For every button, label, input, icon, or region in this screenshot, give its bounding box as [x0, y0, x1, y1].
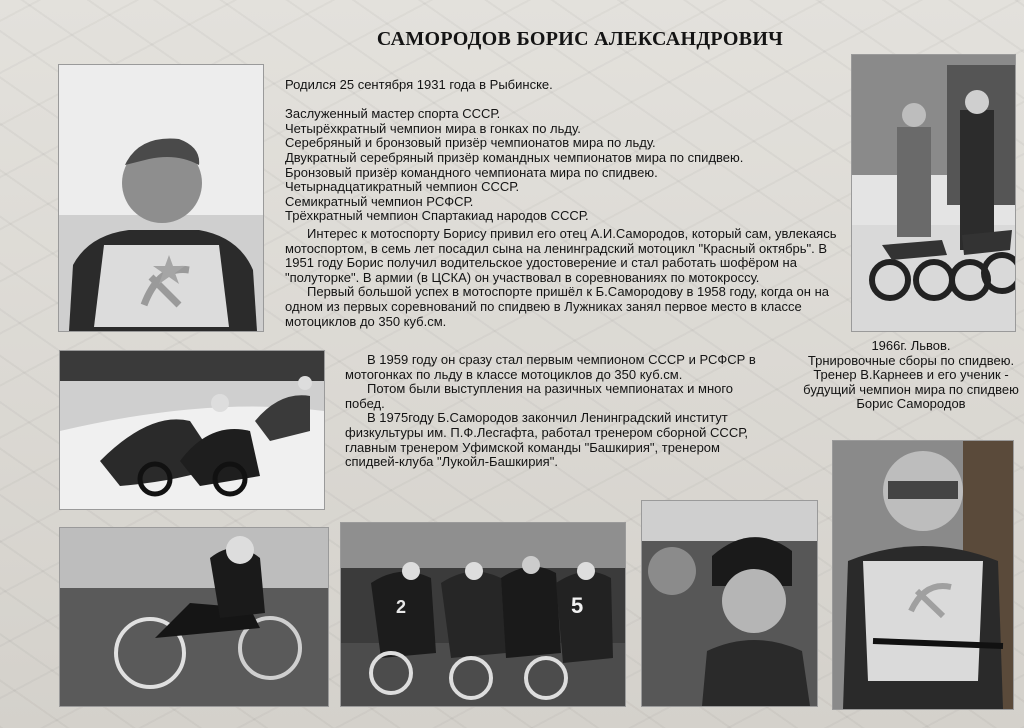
title-line: Двукратный серебряный призёр командных чемпионатов мира по спидвею.	[285, 149, 744, 165]
race-number-2: 2	[396, 597, 407, 617]
title-line: Семикратный чемпион РСФСР.	[285, 193, 474, 209]
caption-line: Борис Самородов	[856, 396, 966, 412]
caption-line: будущий чемпион мира по спидвею	[803, 381, 1019, 397]
paragraph-interest: Интерес к мотоспорту Борису привил его отец А.И.Самородов, который сам, увлекаясь мотоспортом, в семь лет посадил сына на ленинградский мотоцикл "Красный октябрь". В 1951 году Борис получил водительское удостоверение и стал работать шофёром на "полуторке". В армии (в ЦСКА) он участвовал в соревнованиях по мотокроссу.	[285, 226, 837, 285]
paragraph-first-success: Первый большой успех в мотоспорте пришёл к Б.Самородову в 1958 году, когда он на одном из первых соревнований по спидвею в Лужниках занял первое место в классе мотоциклов до 350 куб.см.	[285, 284, 829, 329]
fur-hat-portrait-photo	[641, 500, 818, 707]
speedway-race-photo	[340, 522, 626, 707]
paragraph-1975: В 1975году Б.Самородов закончил Ленинградский институт физкультуры им. П.Ф.Лесгафта, работал тренером сборной СССР, главным тренером Уфимской команды "Башкирия", тренером спидвей-клуба "Лукойл-Башкирия".	[345, 410, 749, 470]
title-line: Трёхкратный чемпион Спартакиад народов СССР.	[285, 208, 589, 224]
paragraph-1959: В 1959 году он сразу стал первым чемпионом СССР и РСФСР в мотогонках по льду в классе мотоциклов до 350 куб.см.	[345, 352, 756, 382]
biography-intro	[285, 78, 845, 224]
title-line: Четырёхкратный чемпион мира в гонках по льду.	[285, 120, 581, 136]
biography-middle	[345, 353, 770, 470]
caption-line: Трнировочные сборы по спидвею.	[807, 352, 1015, 368]
title-line: Серебряный и бронзовый призёр чемпионатов мира по льду.	[285, 135, 656, 151]
title-line: Четырнадцатикратный чемпион СССР.	[285, 179, 520, 195]
title-line: Заслуженный мастер спорта СССР.	[285, 106, 501, 122]
ice-racing-photo	[59, 350, 325, 510]
race-number-5: 5	[571, 593, 584, 618]
caption-line: 1966г. Львов.	[871, 338, 951, 353]
biography-paragraphs	[285, 227, 840, 329]
caption-line: Тренер В.Карнеев и его ученик -	[813, 367, 1009, 383]
portrait-photo	[58, 64, 264, 332]
paragraph-victories: Потом были выступления на разичных чемпионатах и много побед.	[345, 381, 734, 411]
page-title: САМОРОДОВ БОРИС АЛЕКСАНДРОВИЧ	[376, 28, 784, 50]
rider-helmet-photo	[832, 440, 1014, 710]
title-line: Бронзовый призёр командного чемпионата мира по спидвею.	[285, 164, 658, 180]
photo-caption	[800, 339, 1022, 412]
training-photo-lviv	[851, 54, 1016, 332]
speedway-rider-photo	[59, 527, 329, 707]
birth-line: Родился 25 сентября 1931 года в Рыбинске.	[285, 77, 553, 92]
